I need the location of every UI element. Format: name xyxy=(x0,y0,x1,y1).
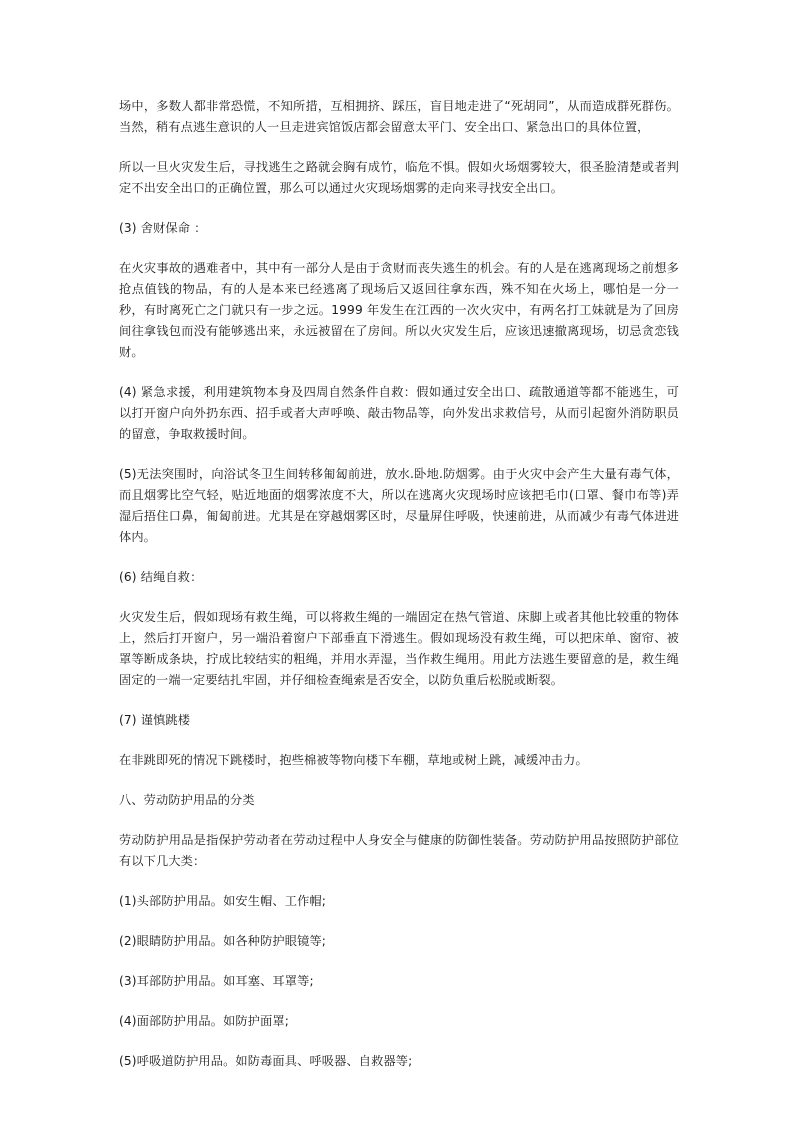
paragraph-crawl-low: (5)无法突围时，向浴试冬卫生间转移匍匐前进，放水.卧地.防烟雾。由于火灾中会产生大量有毒气体，而且烟雾比空气轻，贴近地面的烟雾浓度不大，所以在逃离火灾现场时应该把毛巾(口罩、餐巾布等)弄湿后捂住口鼻，匍匐前进。尤其是在穿越烟雾区时，尽量屏住呼吸，快速前进，从而减少有毒气体进进体内。 xyxy=(119,467,679,544)
paragraph-ppe-intro: 劳动防护用品是指保护劳动者在劳动过程中人身安全与健康的防御性装备。劳动防护用品按照防护部位有以下几大类： xyxy=(119,833,679,868)
paragraph-fire-panic: 场中，多数人都非常恐慌，不知所措，互相拥挤、踩压，盲目地走进了“死胡同”，从而造成群死群伤。当然，稍有点逃生意识的人一旦走进宾馆饭店都会留意太平门、安全出口、紧急出口的具体位置， xyxy=(119,99,679,134)
list-item-head-protection: (1)头部防护用品。如安生帽、工作帽; xyxy=(119,894,327,908)
list-item-eye-protection: (2)眼睛防护用品。如各种防护眼镜等; xyxy=(119,934,327,948)
list-item-face-protection: (4)面部防护用品。如防护面罩; xyxy=(119,1014,290,1028)
list-item-respiratory-protection: (5)呼吸道防护用品。如防毒面具、呼吸器、自救器等; xyxy=(119,1054,413,1068)
section-heading-ppe: 八、劳动防护用品的分类 xyxy=(119,793,255,807)
document-page xyxy=(119,96,679,1072)
paragraph-rope-escape: 火灾发生后，假如现场有救生绳，可以将救生绳的一端固定在热气管道、床脚上或者其他比较重的物体上，然后打开窗户，另一端沿着窗户下部垂直下滑逃生。假如现场没有救生绳，可以把床单、窗帘、被罩等断成条块，拧成比较结实的粗绳，并用水弄湿，当作救生绳用。用此方法逃生要留意的是，救生绳固定的一端一定要结扎牢固，并仔细检查绳索是否安全，以防负重后松脱或断裂。 xyxy=(119,610,679,687)
paragraph-find-exit: 所以一旦火灾发生后，寻找逃生之路就会胸有成竹，临危不惧。假如火场烟雾较大，很圣脸清楚或者判定不出安全出口的正确位置，那么可以通过火灾现场烟雾的走向来寻找安全出口。 xyxy=(119,160,679,195)
paragraph-careful-jump: 在非跳即死的情况下跳楼时，抱些棉被等物向楼下车棚，草地或树上跳，减缓冲击力。 xyxy=(119,753,588,767)
heading-abandon-property: (3) 舍财保命 ： xyxy=(119,221,207,235)
paragraph-abandon-property: 在火灾事故的遇难者中，其中有一部分人是由于贪财而丧失逃生的机会。有的人是在逃离现场之前想多抢点值钱的物品，有的人是本来已经逃离了现场后又返回往拿东西，殊不知在火场上，哪怕是一分一秒，有时离死亡之门就只有一步之远。1999 年发生在江西的一次火灾中，有两名打工妹就是为了回房间往拿钱包而没有能够逃出来，永远被留在了房间。所以火灾发生后，应该迅速撤离现场，切忌贪恋钱财。 xyxy=(119,261,679,359)
heading-careful-jump: (7) 谨慎跳楼 xyxy=(119,713,191,727)
paragraph-call-for-help: (4) 紧急求援，利用建筑物本身及四周自然条件自救：假如通过安全出口、疏散通道等都不能逃生，可以打开窗户向外扔东西、招手或者大声呼唤、敲击物品等，向外发出求救信号，从而引起窗外消防职员的留意，争取救援时间。 xyxy=(119,385,679,441)
list-item-ear-protection: (3)耳部防护用品。如耳塞、耳罩等; xyxy=(119,974,314,988)
heading-rope-escape: (6) 结绳自救： xyxy=(119,570,203,584)
